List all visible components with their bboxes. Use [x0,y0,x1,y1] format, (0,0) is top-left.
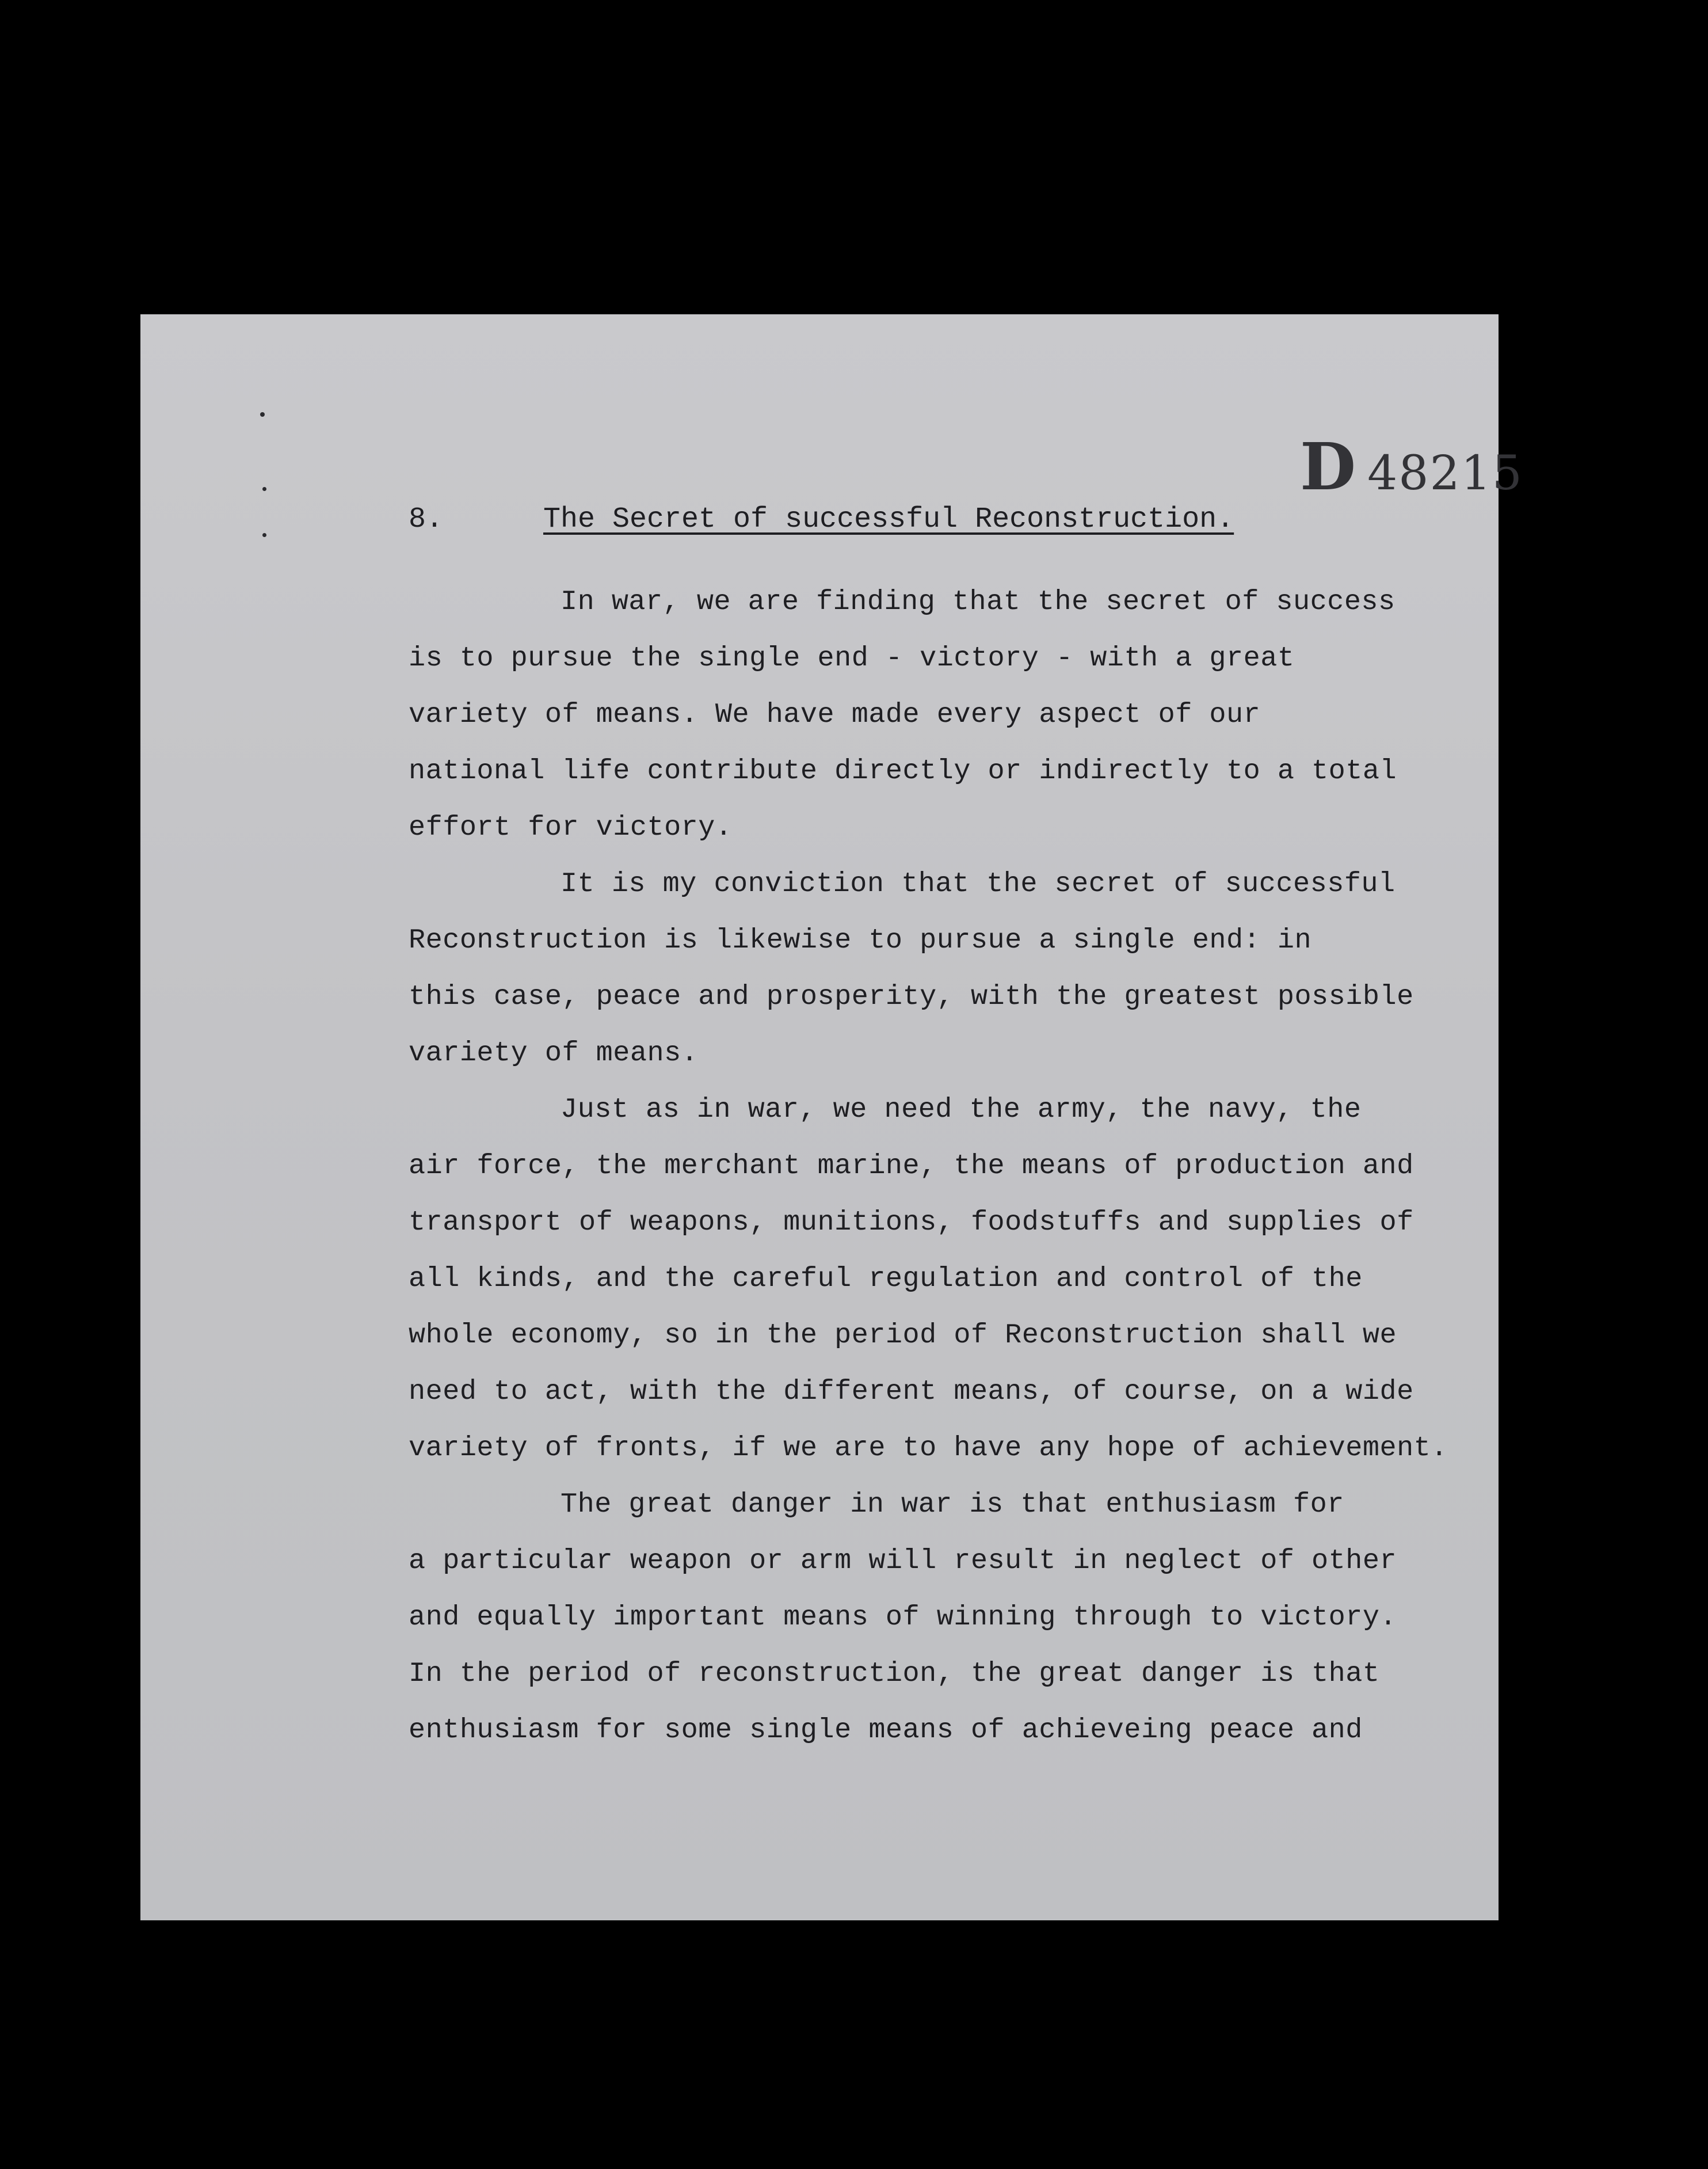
text-line: and equally important means of winning through to victory. [409,1601,1397,1633]
text-line: transport of weapons, munitions, foodstuffs and supplies of [409,1207,1414,1238]
section-number: 8. [409,503,444,536]
document-number-value: 48215 [1367,446,1523,501]
section-title: The Secret of successful Reconstruction. [543,503,1234,536]
text-line: whole economy, so in the period of Reconstruction shall we [409,1319,1397,1351]
text-line: is to pursue the single end - victory - with a great [409,642,1295,674]
text-line: In the period of reconstruction, the great danger is that [409,1658,1380,1689]
punch-mark [260,412,265,417]
text-line: variety of fronts, if we are to have any hope of achievement. [409,1432,1448,1464]
text-line: air force, the merchant marine, the means of production and [409,1150,1414,1182]
text-line: It is my conviction that the secret of successful [561,868,1396,900]
document-number-prefix: D [1300,429,1358,505]
text-line: variety of means. We have made every aspect of our [409,699,1261,730]
document-page [140,314,1523,1920]
text-line: Just as in war, we need the army, the navy, the [561,1094,1362,1125]
text-line: variety of means. [409,1037,699,1069]
text-line: enthusiasm for some single means of achieveing peace and [409,1714,1363,1746]
text-line: need to act, with the different means, of course, on a wide [409,1376,1414,1407]
text-line: Reconstruction is likewise to pursue a single end: in [409,924,1312,956]
text-line: this case, peace and prosperity, with the greatest possible [409,981,1414,1013]
text-line: all kinds, and the careful regulation and control of the [409,1263,1363,1295]
text-line: effort for victory. [409,812,733,843]
document-number [1300,429,1523,505]
text-line: The great danger in war is that enthusiasm for [561,1489,1344,1520]
punch-mark [262,533,266,537]
text-line: national life contribute directly or indirectly to a total [409,755,1397,787]
text-line: a particular weapon or arm will result in neglect of other [409,1545,1397,1577]
text-line: In war, we are finding that the secret of success [561,586,1396,618]
punch-mark [262,487,266,491]
